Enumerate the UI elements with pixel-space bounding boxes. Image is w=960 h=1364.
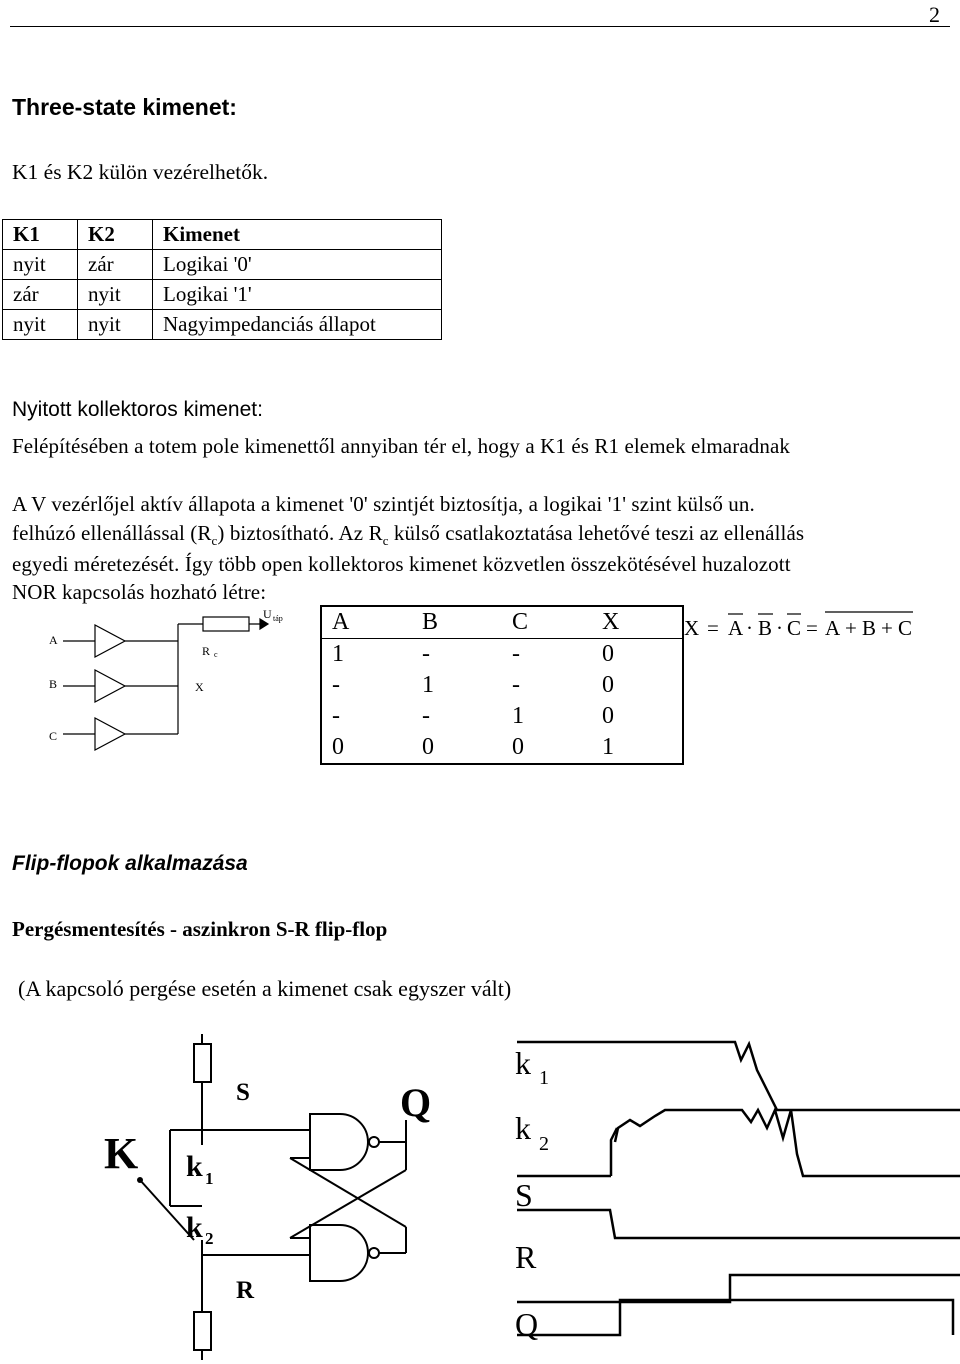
waveform-q <box>517 1300 953 1335</box>
formula-b2: B <box>862 616 877 640</box>
flipflop-heading: Flip-flopok alkalmazása <box>12 852 248 875</box>
pullup-resistor-bottom-icon <box>194 1312 211 1350</box>
formula-c2: C <box>898 616 913 640</box>
table-cell: nyit <box>78 280 153 310</box>
waveform-k2-bounce <box>695 1110 960 1176</box>
formula-a: A <box>728 616 744 640</box>
table-cell: - <box>422 703 430 729</box>
formula-eq1: = <box>707 616 719 640</box>
waveform-s <box>517 1210 960 1238</box>
header-cell: K1 <box>3 220 78 250</box>
header-cell: C <box>502 606 592 639</box>
timing-s-label: S <box>515 1177 533 1213</box>
table-cell: zár <box>78 250 153 280</box>
inverter-bubble-icon <box>369 1137 379 1147</box>
waveform-k1 <box>517 1042 960 1110</box>
table-row <box>3 280 442 310</box>
r-label: R <box>236 1277 255 1304</box>
nor-truth-table <box>320 605 684 765</box>
timing-k2-sub: 2 <box>539 1133 549 1155</box>
table-cell: nyit <box>3 310 78 340</box>
header-cell: X <box>592 606 683 639</box>
utap-label: U <box>263 607 272 621</box>
open-collector-heading: Nyitott kollektoros kimenet: <box>12 398 263 421</box>
waveform-r <box>517 1275 960 1302</box>
open-collector-line5: NOR kapcsolás hozható létre: <box>12 580 267 604</box>
rc-sub-label: c <box>214 650 218 659</box>
timing-k1-label: k <box>515 1045 531 1081</box>
table-row <box>3 310 442 340</box>
header-cell: B <box>412 606 502 639</box>
subscript: c <box>211 533 218 549</box>
s-label: S <box>236 1079 250 1106</box>
table-cell: 0 <box>602 703 614 729</box>
formula-eq2: = <box>806 616 818 640</box>
timing-r-label: R <box>515 1239 537 1275</box>
table-cell: 0 <box>332 734 344 760</box>
k2-label: k <box>186 1211 203 1244</box>
table-row <box>321 732 683 764</box>
text-span: külső csatlakoztatása lehetővé teszi az ellenállás <box>388 521 805 545</box>
table-cell: 1 <box>332 641 344 667</box>
table-cell: nyit <box>78 310 153 340</box>
formula-b: B <box>758 616 773 640</box>
table-cell: Nagyimpedanciás állapot <box>153 310 442 340</box>
table-cell: Logikai '1' <box>153 280 442 310</box>
formula-plus2: + <box>881 616 893 640</box>
header-cell: A <box>321 606 412 639</box>
table-row <box>3 250 442 280</box>
k1-label: k <box>186 1150 203 1183</box>
text-span: ) biztosítható. Az R <box>217 521 383 545</box>
open-collector-line1: Felépítésében a totem pole kimenettől annyiban tér el, hogy a K1 és R1 elemek elmaradnak <box>12 434 790 458</box>
nand-gate-top-icon <box>310 1114 368 1170</box>
open-collector-line4: egyedi méretezését. Így több open kollektoros kimenet közvetlen összekötésével huzalozott <box>12 552 791 576</box>
formula-x: X <box>684 616 700 640</box>
open-collector-line3 <box>12 521 804 549</box>
table-cell: 0 <box>422 734 434 760</box>
input-a-label: A <box>49 633 58 647</box>
table-cell: - <box>512 672 520 698</box>
rc-label: R <box>202 644 211 658</box>
table-cell: nyit <box>3 250 78 280</box>
sr-flipflop-circuit <box>90 1030 460 1364</box>
formula-plus1: + <box>845 616 857 640</box>
table-cell: 0 <box>602 641 614 667</box>
waveform-k2-rise <box>615 1110 673 1142</box>
three-state-subtitle: K1 és K2 külön vezérelhetők. <box>12 160 269 184</box>
header-cell: K2 <box>78 220 153 250</box>
k1-sub-label: 1 <box>205 1169 214 1188</box>
buffer-gate-b-icon <box>95 670 125 702</box>
switch-k-label: K <box>104 1129 139 1178</box>
inverter-bubble-icon <box>369 1248 379 1258</box>
pullup-resistor-top-icon <box>194 1044 211 1082</box>
resistor-icon <box>203 617 249 631</box>
table-cell: - <box>422 641 430 667</box>
formula-dot1: · <box>746 616 753 640</box>
table-cell: 0 <box>602 672 614 698</box>
subscript: c <box>382 533 389 549</box>
output-x-label: X <box>195 680 204 694</box>
nor-circuit-diagram <box>40 606 320 756</box>
buffer-gate-c-icon <box>95 718 125 750</box>
table-cell: Logikai '0' <box>153 250 442 280</box>
input-c-label: C <box>49 729 58 743</box>
three-state-heading: Three-state kimenet: <box>12 94 237 120</box>
formula-c: C <box>787 616 802 640</box>
table-header-row <box>3 220 442 250</box>
formula-dot2: · <box>776 616 783 640</box>
text-span: felhúzó ellenállással (R <box>12 521 212 545</box>
three-state-table <box>2 219 442 340</box>
table-cell: 0 <box>512 734 524 760</box>
table-row <box>321 670 683 701</box>
table-cell: 1 <box>422 672 434 698</box>
table-cell: - <box>512 641 520 667</box>
table-header-row <box>321 606 683 639</box>
timing-q-label: Q <box>515 1306 539 1342</box>
table-row <box>321 701 683 732</box>
timing-diagram <box>505 1030 960 1364</box>
input-b-label: B <box>49 677 58 691</box>
table-cell: - <box>332 672 340 698</box>
table-cell: 1 <box>602 734 614 760</box>
flipflop-note: (A kapcsoló pergése esetén a kimenet csak egyszer vált) <box>18 976 512 1001</box>
k2-sub-label: 2 <box>205 1229 214 1248</box>
buffer-gate-a-icon <box>95 625 125 657</box>
timing-k2-label: k <box>515 1110 531 1146</box>
page-number: 2 <box>929 2 940 27</box>
nor-formula <box>680 606 920 646</box>
flipflop-subheading: Pergésmentesítés - aszinkron S-R flip-flop <box>12 917 388 941</box>
timing-k1-sub: 1 <box>539 1067 549 1089</box>
table-row <box>321 639 683 671</box>
q-label: Q <box>400 1080 432 1125</box>
open-collector-line2: A V vezérlőjel aktív állapota a kimenet '0' szintjét biztosítja, a logikai '1' szint külső un. <box>12 492 755 516</box>
table-cell: - <box>332 703 340 729</box>
table-cell: 1 <box>512 703 524 729</box>
header-cell: Kimenet <box>153 220 442 250</box>
nand-gate-bottom-icon <box>310 1225 368 1281</box>
table-cell: zár <box>3 280 78 310</box>
header-rule <box>10 26 950 27</box>
formula-a2: A <box>825 616 841 640</box>
utap-sub-label: táp <box>273 614 283 623</box>
